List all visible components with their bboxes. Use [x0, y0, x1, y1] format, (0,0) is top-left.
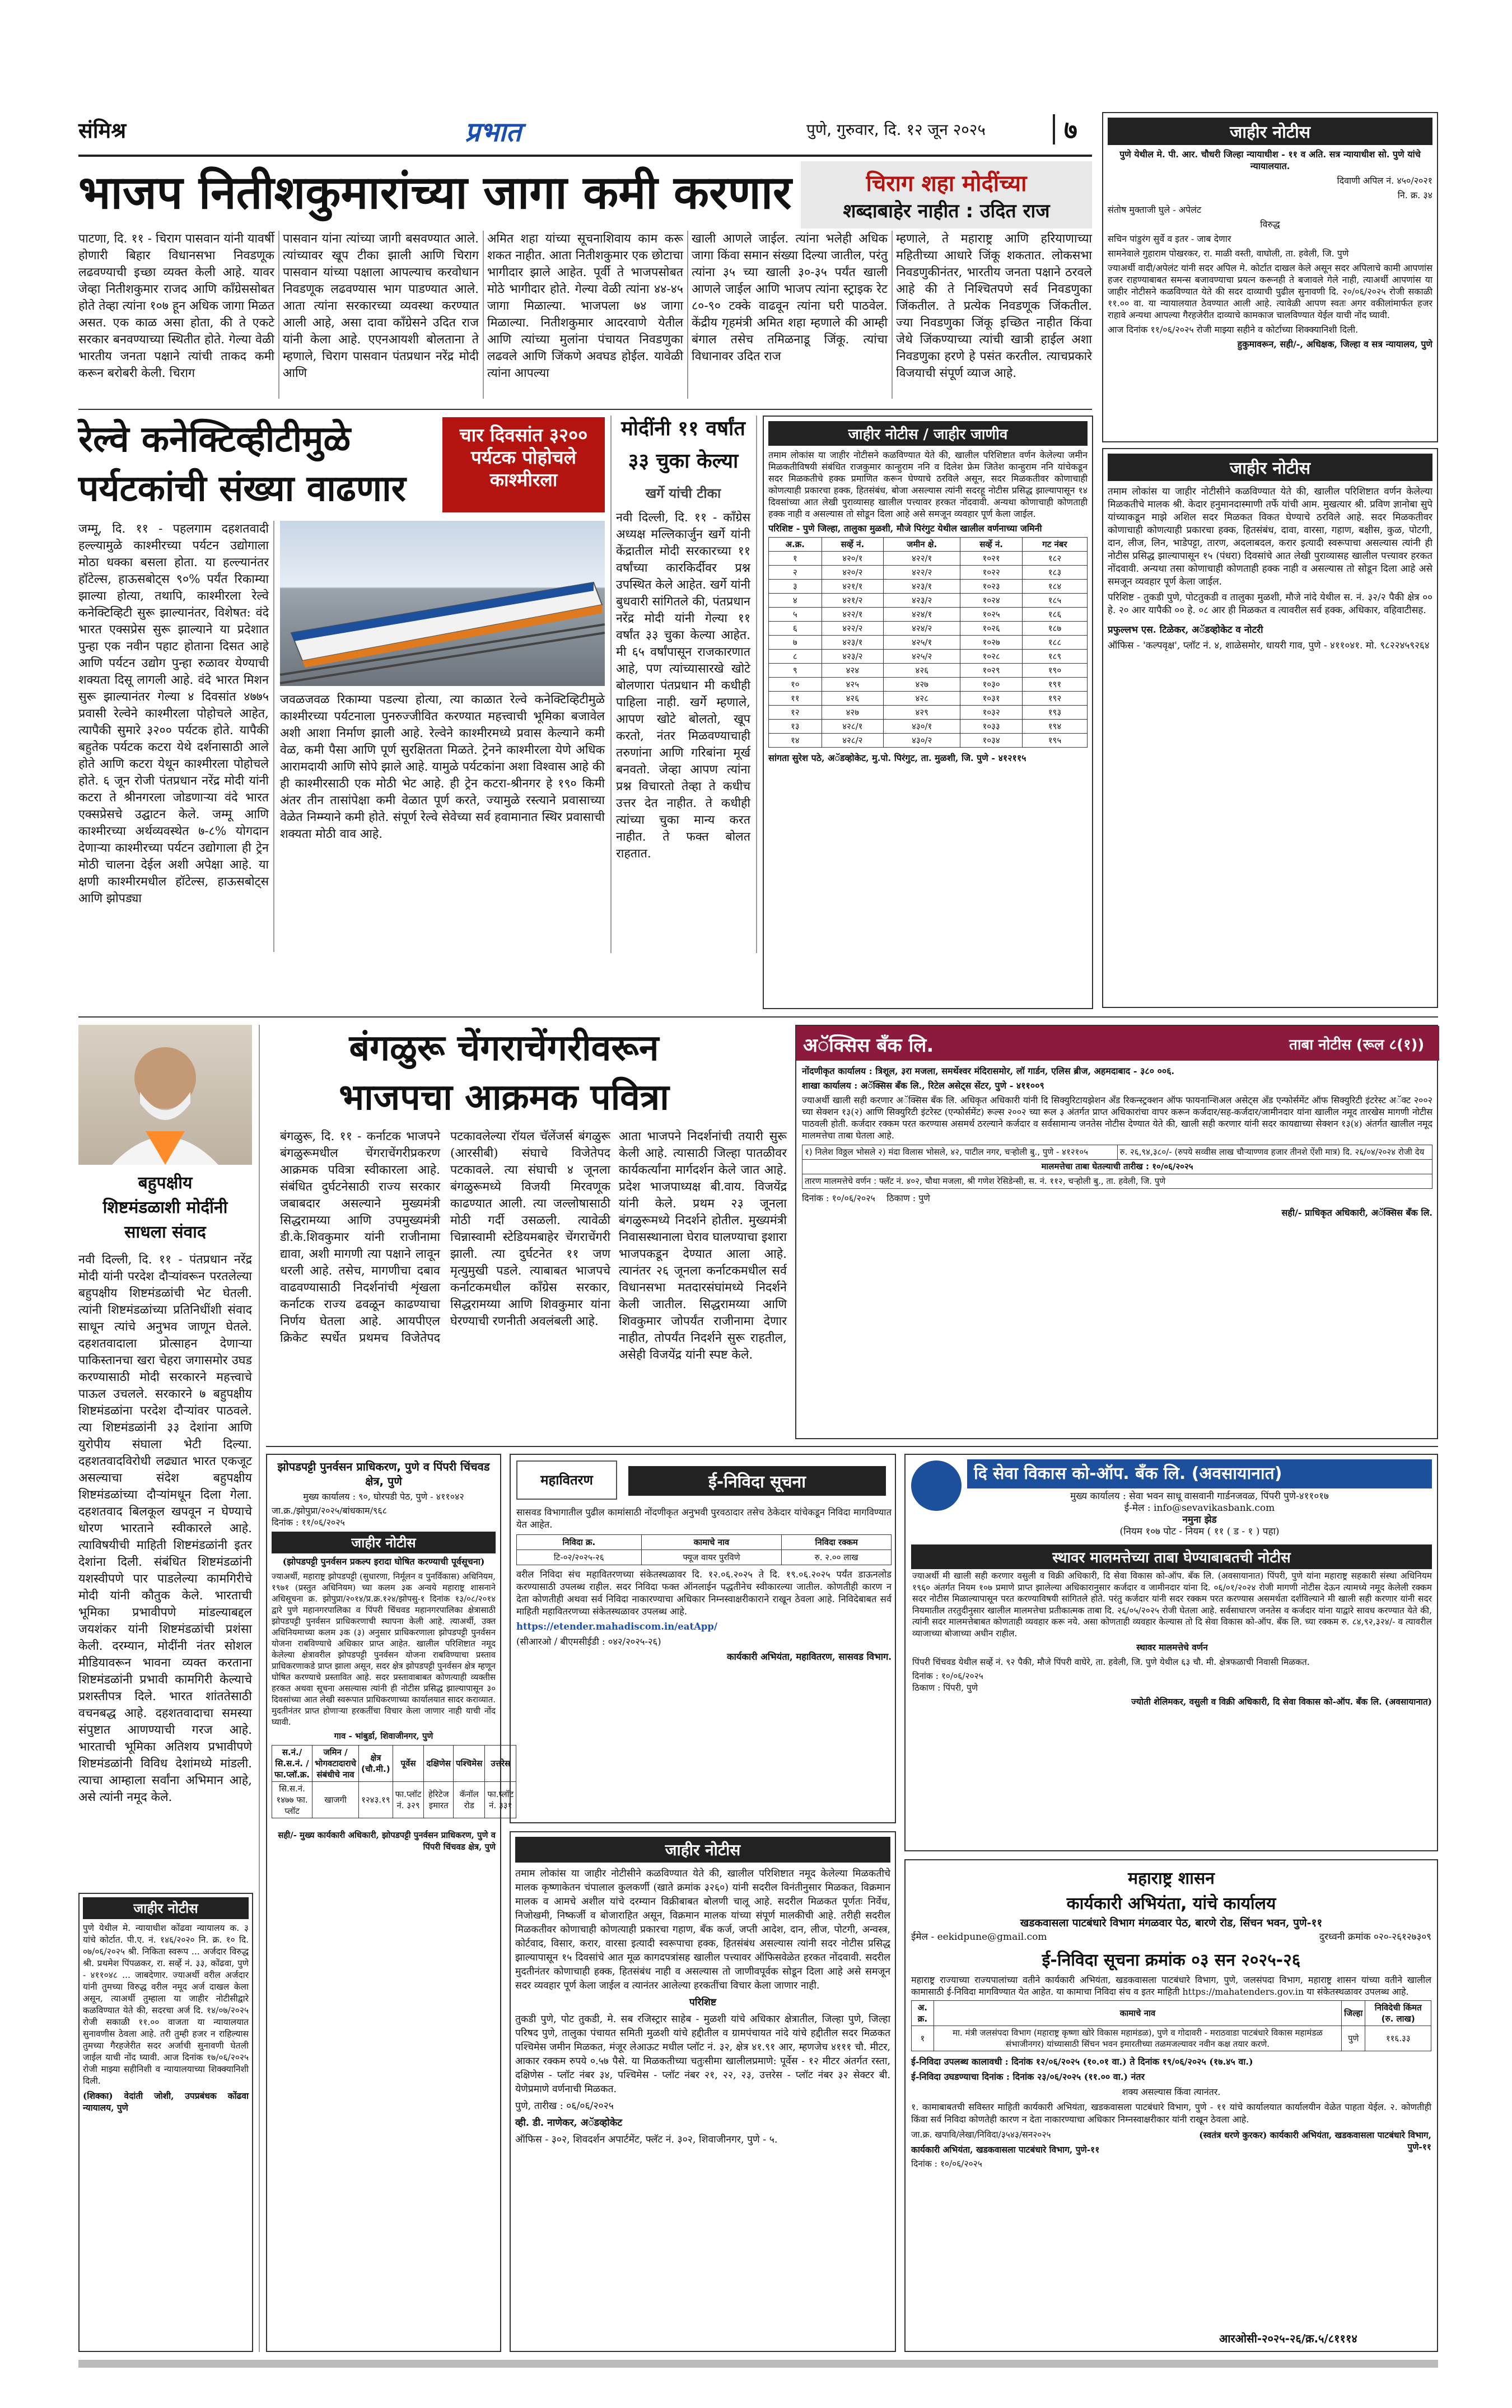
table-row [769, 664, 1088, 678]
table-cell: १०२६ [960, 622, 1022, 636]
table-cell: १० [769, 678, 822, 692]
table-cell: ४२८ [884, 692, 960, 706]
modi-photo [78, 1025, 252, 1165]
table-cell: १०३१ [960, 692, 1022, 706]
table-cell: ४२१/२ [822, 594, 883, 608]
table-row [769, 650, 1088, 664]
coop-notice-title: जाहीर नोटीस [83, 1897, 249, 1919]
story3-headline-2: ३३ चुका केल्या [628, 450, 739, 473]
govt-date-3: शक्य असल्यास किंवा त्यानंतर. [1122, 2087, 1221, 2097]
public-notice-parishisht: परिशिष्ट - तुकडी पुणे, पोटतुकडी व तालुका मुळशी, मौजे नांदे येथील स. नं. ३२/२ पैकी क्षेत्र ०० हे. २० आर यापैकी ०० हे. ०८ आर ही मिळकत व त्यावरील सर्व हक्क, अधिकार, वहिवाटीसह. [1108, 592, 1432, 616]
slum-table [272, 1745, 516, 1818]
govt-table-header: निविदेची किंमत (रु. लाख) [1365, 2001, 1431, 2026]
table-row [769, 622, 1088, 636]
table-cell: फा.प्लॉट नं. ३३१ [485, 1782, 516, 1818]
table-cell: १०३२ [960, 706, 1022, 720]
story2-headline-1: रेल्वे कनेक्टिव्हीटीमुळे [78, 419, 351, 460]
court-line: सचिन पांडुरंग सुर्वे व इतर - जाब देणार [1108, 234, 1231, 244]
seva-body: ज्याअर्थी मी खाली सही करणार वसुली व विक्री अधिकारी, दि सेवा विकास को-ऑप. बँक लि. (अवसायानात) पिंपरी, पुणे यांना महाराष्ट्र सहकारी संस्था अधिनियम १९६० अंतर्गत नियम १०७ प्रमाणे प्राप्त झालेल्या अधिकारानुसार कर्जदार व जामीनदार यांना दि. ०६/०१/२०२४ रोजी मागणी नोटीस देऊन त्यामध्ये नमूद केलेली रक्कम सदर नोटीस मिळाल्यापासून परत करण्याविषयी सांगितले होते. परंतु कर्जदार यांनी सदर रक्कम परत करण्यास असमर्थता दर्शविल्याने मी खाली सही करणार यांनी सदर नियमातील तरतुदीनुसार खालील मालमत्तेचा प्रतीकात्मक ताबा दि. २६/०५/२०२५ रोजी घेतला आहे. सर्वसाधारण जनतेस व कर्जदार यांना याद्वारे सावध करण्यात येते की, त्यांनी सदर मालमत्तेबाबत कोणताही व्यवहार करू नये. असा कोणताही व्यवहार केल्यास तो दि सेवा विकास को-ऑप. बँक लि. च्या रक्कम रु. ८४,९२,३२४/- व त्यावरील व्याजाच्या बोजाच्या अधीन राहील. [912, 1571, 1432, 1639]
govt-date-2: ई-निविदा उघडण्याचा दिनांक : दिनांक २३/०६/२०२५ (११.०० वा.) नंतर [911, 2071, 1145, 2082]
table-cell: १०२३ [960, 580, 1022, 594]
table-cell: ४२४/२ [884, 622, 960, 636]
table-cell: १०२७ [960, 636, 1022, 650]
govt-date-1: ई-निविदा उपलब्ध कालावधी : दिनांक १२/०६/२०२५ (१०.०१ वा.) ते दिनांक १९/०६/२०२५ (१७.४५ वा.) [911, 2056, 1253, 2067]
table-cell: १८९ [1022, 650, 1087, 664]
table-cell: ३ [769, 580, 822, 594]
table-cell: १८७ [1022, 622, 1087, 636]
land-sign: व्ही. डी. नाणेकर, अॅडव्होकेट [515, 2117, 623, 2129]
govt-table-header: जिल्हा [1342, 2001, 1365, 2026]
table-cell: १८२ [1022, 552, 1087, 566]
story4-headline-1: बंगळुरू चेंगराचेंगरीवरून [349, 1028, 659, 1069]
msedcl-logo: महावितरण [516, 1460, 617, 1500]
table-cell: खाजगी [312, 1782, 359, 1818]
table-cell: १०३० [960, 678, 1022, 692]
govt-name: महाराष्ट्र शासन [1128, 1869, 1215, 1888]
table-cell: ४२४/१ [884, 608, 960, 622]
msedcl-title: ई-निविदा सूचना [628, 1466, 886, 1496]
table-cell: १ [912, 2026, 934, 2051]
table-cell: ४२९ [884, 706, 960, 720]
table-cell: टि-०२/२०२५-२६ [517, 1550, 642, 1565]
slum-table-header: स.नं./ सि.स.नं. / फा.प्लॉ.क्र. [272, 1746, 312, 1782]
table-cell: १९५ [1022, 734, 1087, 748]
msedcl-body: वरील निविदा संच महावितरणच्या संकेतस्थळावर दि. १२.०६.२०२५ ते दि. १९.०६.२०२५ पर्यंत डाऊनलोड करण्यासाठी उपलब्ध राहील. सदर निविदा फक्त ऑनलाईन पद्धतीनेच स्वीकारल्या जातील. कोणतीही कारण न देता कोणतीही अथवा सर्व निविदा नाकारण्याचा अधिकार निम्नस्वाक्षरीकाराने राखून ठेवला आहे. निविदेबाबत सर्व माहिती महावितरणच्या संकेतस्थळावर उपलब्ध आहे. [516, 1569, 892, 1617]
court-notice-sign: हुकुमावरून, सही/-, अधिक्षक, जिल्हा व सत्र न्यायालय, पुणे [1237, 339, 1432, 349]
table-cell: ४२६ [822, 692, 883, 706]
govt-office: कार्यकारी अभियंता, यांचे कार्यालय [1066, 1894, 1276, 1914]
seva-logo-icon [911, 1460, 962, 1511]
govt-table [911, 2000, 1431, 2051]
seva-bank-name: दि सेवा विकास को-ऑप. बँक लि. (अवसायानात) [974, 1464, 1282, 1483]
coop-notice-sign: (शिक्का) वेदांती जोशी, उपप्रबंधक कोंढवा न्यायालय, पुणे [83, 2090, 249, 2113]
col-rule [259, 1025, 260, 2352]
table-cell: ४२३/१ [822, 636, 883, 650]
table-cell: ७ [769, 636, 822, 650]
govt-sign-1: कार्यकारी अभियंता, खडकवासला पाटबंधारे विभाग, पुणे-११ [911, 2144, 1100, 2155]
story1-bottom-rule [78, 409, 1092, 410]
slum-addr: मुख्य कार्यालय : ९०, घोरपडी पेठ, पुणे - ४११०४२ [303, 1491, 464, 1502]
slum-table-header: पूर्वेस [393, 1746, 424, 1782]
survey-notice [763, 416, 1093, 1009]
msedcl-intro: सासवड विभागातील पुढील कामांसाठी नोंदणीकृत अनुभवी पुरवठादार तसेच ठेकेदार यांचेकडून निविदा मागविण्यात येत आहेत. [516, 1507, 892, 1530]
story1-kicker-box [801, 161, 1092, 228]
court-line: पुणे येथील मे. पी. आर. चौधरी जिल्हा न्यायाधीश - ११ व अति. सत्र न्यायाधीश सो. पुणे यांचे न्यायालयात. [1119, 149, 1421, 171]
table-cell: ४२३/२ [884, 594, 960, 608]
table-cell: १९० [1022, 664, 1087, 678]
slum-table-header: उत्तरेस [485, 1746, 516, 1782]
court-line: दिवाणी अपिल नं. ४५०/२०२१ [1337, 175, 1432, 186]
axis-notice-body-wrap [802, 1065, 1432, 1435]
col-rule [892, 231, 893, 399]
seva-date: दिनांक : १०/०६/२०२५ [912, 1671, 983, 1681]
govt-intro: महाराष्ट्र राज्याच्या राज्यपालांच्या वतीने कार्यकारी अभियंता, खडकवासला पाटबंधारे विभाग, पुणे, जलसंपदा विभाग, महाराष्ट्र शासन यांच्या वतीने खालील कामासाठी ई-निविदा मागविण्यात येत आहेत. या कामाचा निविदा संच व इतर माहिती https://mahatenders.gov.in या संकेतस्थळावर उपलब्ध आहे. [911, 1975, 1431, 1997]
table-row [769, 692, 1088, 706]
land-address: ऑफिस - ३०२, शिवदर्शन अपार्टमेंट, फ्लॅट नं. ३०२, शिवाजीनगर, पुणे - ५. [515, 2134, 778, 2145]
section-rule [266, 1446, 1438, 1447]
table-cell: १८८ [1022, 636, 1087, 650]
seva-email: ई-मेल : info@sevavikasbank.com [1124, 1502, 1275, 1514]
axis-header [796, 1026, 1439, 1061]
msedcl-table-header: कामाचे नाव [641, 1535, 782, 1550]
msedcl-tender [510, 1454, 896, 1823]
table-cell: ४२५/२ [884, 650, 960, 664]
story1-kicker-1: चिराग शहा मोदींच्या [866, 171, 1027, 197]
newspaper-logo: प्रभात [465, 116, 521, 148]
table-row [769, 552, 1088, 566]
table-cell: १२ [769, 706, 822, 720]
msedcl-table-header: निविदा क्र. [517, 1535, 642, 1550]
story1-col-1: पाटणा, दि. ११ - चिराग पासवान यांनी यावर्षी होणारी बिहार विधानसभा निवडणूक लढवण्याची इच्छा व्यक्त केली आहे. यावर जेव्हा नितीशकुमार राजद आणि काँग्रेससोबत होते तेव्हा त्यांना १०७ हून अधिक जागा मिळत असत. एक काळ असा होता, की ते एकटे सरकार बनवण्याच्या स्थितीत होते. गेल्या वेळी भारतीय जनता पक्षाने त्यांची ताकद कमी करून बरोबरी केली. चिराग [78, 232, 274, 380]
story1-col-2: पासवान यांना त्यांच्या जागी बसवण्यात आले. त्यांच्यावर खूप टीका झाली आणि चिराग पासवान यांच्या पक्षाला आपल्याच करवोधान निवडणूक लढवण्यास भाग पाडण्यात आले. आता त्यांना सरकारच्या व्यवस्था करण्यात आली आहे, असा दावा काँग्रेसने उदित राज यांनी केला आहे. एएनआयशी बोलताना ते म्हणाले, चिराग पासवान पंतप्रधान नरेंद्र मोदी आणि [283, 232, 479, 380]
story3-col: नवी दिल्ली, दि. ११ - काँग्रेस अध्यक्ष मल्लिकार्जुन खर्गे यांनी केंद्रातील मोदी सरकारच्या ११ वर्षांच्या कारकिर्दीवर प्रश्न उपस्थित केले आहेत. खर्गे यांनी बुधवारी सांगितले की, पंतप्रधान नरेंद्र मोदी यांनी गेल्या ११ वर्षांत ३३ चुका केल्या आहेत. मी ६५ वर्षांपासून राजकारणात आहे, पण त्यांच्यासारखे खोटे बोलणारा पंतप्रधान मी कधीही पाहिला नाही. खर्गे म्हणाले, आपण खोटे बोलतो, खूप करतो, नंतर मिळवण्याचाही तरुणांना आणि गरिबांना मूर्ख बनवतो. जेव्हा आपण त्यांना प्रश्न विचारतो तेव्हा ते कधीच उत्तर देत नाहीत. ते कधीही त्यांच्या चुका मान्य करत नाहीत. ते फक्त बोलत राहतात. [616, 511, 750, 861]
land-parishisht-title: परिशिष्ट [689, 1997, 717, 2008]
public-notice-body: तमाम लोकांस या जाहीर नोटीसीने कळविण्यात येते की, खालील परिशिष्टात वर्णन केलेल्या मिळकतीचे मालक श्री. केदार हनुमानदास्माणी तर्फे यांची आम. मुखत्यार श्री. प्रविण ज्ञानोबा सुपे यांच्याकडून माझे अशिल सदर मिळकत विकत घेण्याचे ठरविले आहे. सदर मिळकतीवर कोणाचाही कोणत्याही प्रकारचा हक्क, हितसंबंध, दावा, वारसा, गहाण, बक्षीस, कुळ, पोटगी, दान, लीज, लिन, भाडेपट्टा, तारण, अदलाबदल, करार इत्यादी स्वरूपाचा असल्यास त्यांनी ही नोटीस प्रसिद्ध झाल्यापासून १५ (पंधरा) दिवसांचे आत लेखी पुराव्यासह खालील पत्त्यावर हरकत नोंदवावी. अन्यथा तसा कोणाचाही कोणताही हक्क नाही व असल्यास तो सोडून दिला आहे असे समजून व्यवहार पूर्ण केला जाईल. [1108, 486, 1432, 587]
table-cell: ६ [769, 622, 822, 636]
survey-table-header: सर्व्हे नं. [960, 538, 1022, 552]
table-cell: हेरिटेज इमारत [424, 1782, 454, 1818]
col-rule [273, 521, 274, 952]
slum-sign: सही/- मुख्य कार्यकारी अधिकारी, झोपडपट्टी पुनर्वसन प्राधिकरण, पुणे व पिंपरी चिंचवड क्षेत्र, पुणे [278, 1830, 496, 1852]
story4-headline-2: भाजपचा आक्रमक पवित्रा [339, 1077, 669, 1118]
axis-date: दिनांक : १०/०६/२०२५ [802, 1193, 875, 1203]
table-row [769, 580, 1088, 594]
slum-ref: जा.क्र./झोपुप्रा/२०२५/बांधकाम/९६८ [272, 1505, 387, 1516]
seva-bank-notice [904, 1454, 1438, 1851]
dateline: पुणे, गुरुवार, दि. १२ जून २०२५ [806, 120, 986, 139]
table-cell: २ [769, 566, 822, 580]
slum-notice [266, 1454, 514, 2352]
page-number: ७ [1064, 115, 1077, 145]
table-cell: फा.प्लॉट नं. ३२९ [393, 1782, 424, 1818]
axis-place: ठिकाण : पुणे [886, 1193, 930, 1203]
col-rule [278, 231, 279, 399]
survey-table-header: जमीन क्षे. [884, 538, 960, 552]
msedcl-sign: कार्यकारी अभियंता, महावितरण, सासवड विभाग. [726, 1651, 892, 1662]
table-cell: ४२८/१ [822, 720, 883, 734]
story1-kicker-2: शब्दाबाहेर नाहीत : उदित राज [843, 200, 1050, 222]
axis-borrower: १) निलेश विठ्ठल भोसले २) मंदा विलास भोसले, ४२, पाटील नगर, चऱ्होली बु., पुणे - ४१२१०५ [802, 1145, 1118, 1160]
table-cell: ४२८/२ [822, 734, 883, 748]
table-cell: ४२२/१ [884, 552, 960, 566]
msedcl-url[interactable]: https://etender.mahadiscom.in/eatApp/ [516, 1621, 717, 1632]
axis-sign: सही/- प्राधिकृत अधिकारी, अॅक्सिस बँक लि. [1281, 1207, 1432, 1218]
table-cell: ५ [769, 608, 822, 622]
page-divider [1053, 114, 1055, 144]
col-rule [687, 231, 688, 399]
axis-notice-body: ज्याअर्थी खाली सही करणार अॅक्सिस बँक लि. अधिकृत अधिकारी यांनी दि सिक्युरिटायझेशन अँड रिकन्स्ट्रक्शन ऑफ फायनान्शिअल असेट्स अँड एन्फोर्समेंट ऑफ सिक्युरिटी इंटरेस्ट अॅक्ट २००२ च्या सेक्शन १३(२) आणि सिक्युरिटी इंटरेस्ट (एन्फोर्समेंट) रूल्स २००२ च्या रूल ३ अंतर्गत प्राप्त अधिकारांचा वापर करून कर्जदार/सह-कर्जदार/जामीनदार यांना खालील नमूद तारखेस मागणी नोटीस पाठवली होती. कर्जदार रक्कम परत करण्यास असमर्थ ठरल्याने कर्जदार व सर्वसामान्य जनतेस नोटीस देण्यात येते की, खाली सही करणार यांनी सदर कायद्याच्या सेक्शन १३(४) अंतर्गत खालील नमूद मालमत्तेचा ताबा घेतला आहे. [802, 1095, 1432, 1141]
axis-branch: शाखा कार्यालय : अॅक्सिस बँक लि., रिटेल असेट्स सेंटर, पुणे - ४११००९ [802, 1080, 1044, 1091]
seva-form: नमुना झेड [1182, 1514, 1217, 1525]
table-cell: १२४३.१९ [359, 1782, 393, 1818]
train-icon [280, 521, 605, 686]
masthead [78, 112, 1092, 151]
court-notice [1102, 112, 1438, 442]
table-cell: १०२९ [960, 664, 1022, 678]
public-notice-sign: प्रफुल्लभ एस. टिळेकर, अॅडव्होकेट व नोटरी [1108, 624, 1263, 636]
table-cell: ४२५ [822, 678, 883, 692]
story4-col-2: आता भाजपने निदर्शनांची तयारी सुरू केली आहे. त्यासाठी जिल्हा पातळीवर कार्यकर्त्यांना मार्गदर्शन केले जात आहे. प्रदेश भाजपाध्यक्ष बी.वाय. विजयेंद्र यांनी केले. प्रथम २३ जूनला बंगळुरूमध्ये निदर्शने होतील. मुख्यमंत्री निवासस्थानाला घेराव घालण्याचा इशारा भाजपकडून देण्यात आला आहे. त्यानंतर २६ जूनला कर्नाटकमधील सर्व विधानसभा मतदारसंघांमध्ये निदर्शने केली जातील. सिद्धरामय्या आणि शिवकुमार जोपर्यंत राजीनामा देणार नाहीत, तोपर्यंत निदर्शने सुरू राहतील, असेही विजयेंद्र यांनी स्पष्ट केले. [619, 1130, 787, 1362]
table-cell: ११ [769, 692, 822, 706]
table-cell: फ्यूज वायर पुरविणे [641, 1550, 782, 1565]
table-cell: १९२ [1022, 692, 1087, 706]
govt-dept: खडकवासला पाटबंधारे विभाग मंगळवार पेठ, बारणे रोड, सिंचन भवन, पुणे-११ [1020, 1917, 1323, 1929]
table-cell: १ [769, 552, 822, 566]
table-cell: १८५ [1022, 594, 1087, 608]
table-cell: १३ [769, 720, 822, 734]
section-label: संमिश्र [78, 118, 127, 143]
survey-table-header: सर्व्हे नं. [822, 538, 883, 552]
train-photo [280, 521, 605, 686]
govt-date: दिनांक : १०/०६/२०२५ [911, 2159, 982, 2169]
story3-headline-1: मोदींनी ११ वर्षांत [621, 417, 745, 440]
govt-ro: आरओसी-२०२५-२६/क्र.५/८१११४ [1219, 2332, 1357, 2345]
survey-table-header: अ.क्र. [769, 538, 822, 552]
story1-col-5: म्हणाले, ते महाराष्ट्र आणि हरियाणाच्या महितीच्या आधारे जिंकू शकतात. लोकसभा निवडणुकीनंतर, भारतीय जनता पक्षाने ठरवले आहे की ते निश्चितपणे सर्व निवडणुका जिंकतील. ते प्रत्येक निवडणूक जिंकतील. ज्या निवडणुका जिंकू इच्छित नाहीत किंवा जेथे जिंकण्याच्या त्यांची खात्री हाईल अशा निवडणुका हरणे हे पसंत करतील. त्याचप्रकारे विजयाची संपूर्ण व्याज आहे. [896, 232, 1092, 380]
table-cell: १०३४ [960, 734, 1022, 748]
table-cell: ४२७ [822, 706, 883, 720]
table-cell: रु. २.०० लाख [782, 1550, 892, 1565]
story3-sub: खर्गे यांची टीका [645, 486, 721, 501]
table-cell: ४२६ [884, 664, 960, 678]
table-cell: ४२३/१ [884, 580, 960, 594]
seva-meta [967, 1491, 1432, 1538]
table-cell: ४३०/२ [884, 734, 960, 748]
story2-headline-2: पर्यटकांची संख्या वाढणार [78, 468, 406, 510]
land-parishisht: तुकडी पुणे, पोट तुकडी, मे. सब रजिस्ट्रार साहेब - मुळशी यांचे अधिकार क्षेत्रातील, जिल्हा पुणे, जिल्हा परिषद पुणे, तालुका पंचायत समिती मुळशी यांचे हद्दीतील व ग्रामपंचायत नांदे यांचे हद्दीतील सदर मिळकत पश्चिमेस जमीन मिळकत, मंजूर लेआऊट मधील प्लॉट नं. ३२, क्षेत्र ४१.९१ आर, म्हणजेच ४१११ चौ. मीटर, आकार रक्कम रुपये ०.५७ पैसे. या मिळकतीच्या चतुःसीमा खालीलप्रमाणे: पूर्वेस - १२ मीटर अंतर्गत रस्ता, दक्षिणेस - प्लॉट नंबर ३४, पश्चिमेस - प्लॉट नंबर २१, २२, २३, उत्तरेस - प्लॉट नंबर ३२ सेक्टर बी. येणेप्रमाणे वर्णनाची मिळकत. [515, 2014, 890, 2095]
table-cell: ४२२/२ [884, 566, 960, 580]
govt-table-header: कामाचे नाव [934, 2001, 1341, 2026]
seva-notice-title: स्थावर मालमत्तेच्या ताबा घेण्याबाबतची नोटीस [911, 1544, 1432, 1569]
table-cell: ४२२/१ [822, 608, 883, 622]
slum-table-header: क्षेत्र (चौ.मी.) [359, 1746, 393, 1782]
table-row [769, 706, 1088, 720]
slum-date: दिनांक : ११/०६/२०२५ [272, 1517, 345, 1528]
survey-table [768, 537, 1088, 748]
survey-parishisht: परिशिष्ट - पुणे जिल्हा, तालुका मुळशी, मौजे पिरंगुट येथील खालील वर्णनाच्या जमिनी [768, 523, 1042, 534]
public-notice-title: जाहीर नोटीस [1108, 454, 1432, 481]
slum-table-header: दक्षिणेस [424, 1746, 454, 1782]
table-row [769, 566, 1088, 580]
slum-title: जाहीर नोटीस [272, 1532, 496, 1553]
table-cell: १४ [769, 734, 822, 748]
table-cell: ४२१/१ [822, 580, 883, 594]
court-line: संतोष मुक्ताजी घुले - अपेलंट [1108, 204, 1202, 215]
axis-table [802, 1145, 1432, 1189]
land-notice [510, 1831, 896, 2352]
table-cell: १९१ [1022, 678, 1087, 692]
table-cell: ४३०/१ [884, 720, 960, 734]
table-cell: ४२५/१ [884, 636, 960, 650]
court-notice-date: आज दिनांक ११/०६/२०२५ रोजी माझ्या सहीने व कोर्टाच्या शिक्क्यानिशी दिली. [1108, 324, 1359, 335]
govt-tender-title: ई-निविदा सूचना क्रमांक ०३ सन २०२५-२६ [1042, 1950, 1301, 1970]
govt-tender [904, 1859, 1438, 2352]
axis-amount: रु. २६,९४,३८०/- (रुपये सव्वीस लाख चौऱ्याण्णव हजार तीनशे ऐंशी मात्र) दि. २६/०४/२०२४ रोजी देय [1117, 1145, 1432, 1160]
seva-sign: ज्योती शेलिमकर, वसुली व विक्री अधिकारी, दि सेवा विकास को-ऑप. बँक लि. (अवसायानात) [1131, 1696, 1432, 1707]
axis-bank-name: अॅक्सिस बँक लि. [803, 1034, 934, 1057]
story1-headline: भाजप नितीशकुमारांच्या जागा कमी करणार [78, 166, 792, 220]
axis-notice [795, 1025, 1438, 1439]
slum-sub: (झोपडपट्टी पुनर्वसन प्रकल्प इरादा घोषित करण्याची पूर्वसूचना) [282, 1556, 485, 1567]
story5-headline-3: साधला संवाद [124, 1222, 206, 1242]
survey-table-header: गट नंबर [1022, 538, 1087, 552]
story4-col-1: बंगळुरू, दि. ११ - कर्नाटक भाजपने बंगळुरूमधील चेंगराचेंगरीप्रकरण आक्रमक पवित्रा स्वीकारला आहे. संबंधित दुर्घटनेसाठी राज्य सरकार जबाबदार असल्याने मुख्यमंत्री सिद्धरामय्या आणि उपमुख्यमंत्री डी.के.शिवकुमार यांनी राजीनामा द्यावा, अशी मागणी त्या पक्षाने लावून धरली आहे. तसेच, मागणीचा दबाव वाढवण्यासाठी निदर्शनांची शृंखला कर्नाटक राज्य ढवळून काढण्याचा निर्णय घेतला आहे. आयपीएल क्रिकेट स्पर्धेत प्रथमच विजेतेपद पटकावलेल्या रॉयल चॅलेंजर्स बंगळुरू (आरसीबी) संघाचे विजेतेपद पटकावले. त्या संघाची ४ जूनला बंगळुरूमध्ये विजयी मिरवणूक काढण्यात आली. त्या जल्लोषासाठी मोठी गर्दी उसळली. त्यावेळी चिन्नास्वामी स्टेडियमबाहेर चेंगराचेंगरी झाली. त्या दुर्घटनेत ११ जण मृत्युमुखी पडले. त्याबाबत भाजपचे कर्नाटकमधील काँग्रेस सरकार, सिद्धरामय्या आणि शिवकुमार यांना घेरण्याची रणनीती अवलंबली आहे. [280, 1130, 610, 1345]
story1-col-3: अमित शहा यांच्या सूचनाशिवाय काम करू शकत नाहीत. आता नितीशकुमार एक छोटाचा भागीदार झाले आहेत. पूर्वी ते भाजपसोबत मोठे भागीदार होते. गेल्या वेळी त्यांना ४४-४५ जागा मिळाल्या. भाजपला ७४ जागा मिळाल्या. नितीशकुमार आदरवाणे येतील आणि त्यांच्या मुलांना पंचायत निवडणुका लढवले आणि जिंकणे अवघड होईल. यावेळी त्यांना आपल्या [487, 232, 683, 380]
table-cell: ४२०/१ [822, 552, 883, 566]
table-cell: १०२५ [960, 608, 1022, 622]
story1-col-4: खाली आणले जाईल. त्यांना भलेही अधिक जागा किंवा समान संख्या दिल्या जातील, परंतु त्यांना ३५ च्या खाली ३०-३५ पर्यंत खाली आणले जाईल आणि भाजप त्यांना स्ट्राइक रेट ८०-९० टक्के वाढवून त्यांना घरी पाठवेल. केंद्रीय गृहमंत्री अमित शहा म्हणाले की आम्ही बंगाल तसेच तमिळनाडू जिंकू. त्यांचा विधानावर उदित राज [692, 232, 888, 363]
table-row [769, 636, 1088, 650]
table-cell: १०२२ [960, 566, 1022, 580]
table-row [769, 594, 1088, 608]
seva-content [912, 1570, 1432, 1847]
govt-ref: जा.क्र. खपावि/लेखा/निविदा/३५४३/सन२०२५ [911, 2130, 1051, 2140]
story2-col-1: जम्मू, दि. ११ - पहलगाम दहशतवादी हल्ल्यामुळे काश्मीरच्या पर्यटन उद्योगाला मोठा धक्का बसला होता. या हल्ल्यानंतर हॉटेल्स, हाऊसबोट्स ९०% पर्यंत रिकाम्या झाल्या होत्या, तथापि, काश्मीरला रेल्वे कनेक्टिव्हिटी सुरू झाल्यानंतर, विशेषत: वंदे भारत एक्सप्रेस सुरू झाल्याने या प्रदेशात पुन्हा एक नवीन पहाट होताना दिसत आहे आणि पर्यटन उद्योग पुन्हा रुळावर येण्याची शक्यता दिसू लागली आहे. वंदे भारत मिशन सुरू झाल्यानंतर गेल्या ४ दिवसांत ४७७५ प्रवासी रेल्वेने काश्मीरला पोहोचले आहेत, त्यापैकी सुमारे ३२०० पर्यटक होते. यापैकी बहुतेक पर्यटक कटरा येथे दर्शनासाठी आले होते आणि कटरा येथून काश्मीरला पोहोचले होते. ६ जून रोजी पंतप्रधान नरेंद्र मोदी यांनी कटरा ते श्रीनगरला जोडणाऱ्या वंदे भारत एक्सप्रेसचे उद्घाटन केले. जम्मू आणि काश्मीरच्या अर्थव्यवस्थेत ७-८% योगदान देणाऱ्या काश्मीरच्या पर्यटन उद्योगाला ही ट्रेन मोठी चालना देईल अशी अपेक्षा आहे. या क्षणी काश्मीरमधील हॉटेल्स, हाऊसबोट्स आणि झोपड्या [78, 522, 269, 906]
table-cell: ४२०/२ [822, 566, 883, 580]
table-cell: १८४ [1022, 580, 1087, 594]
seva-office: मुख्य कार्यालय : सेवा भवन साधू वासवानी गार्डनजवळ, पिंपरी पुणे-४११०१७ [1070, 1491, 1329, 1502]
col-rule [756, 416, 757, 953]
slum-table-header: पश्चिमेस [453, 1746, 484, 1782]
table-cell: ११६.३३ [1365, 2026, 1431, 2051]
court-notice-title: जाहीर नोटीस [1108, 118, 1432, 145]
msedcl-table-header: निविदा रक्कम [782, 1535, 892, 1550]
table-cell: पुणे [1342, 2026, 1365, 2051]
slum-place: गाव - भांबुर्डा, शिवाजीनगर, पुणे [334, 1731, 433, 1741]
govt-email: ईमेल - eekidpune@gmail.com [911, 1931, 1047, 1943]
portrait-icon [78, 1025, 252, 1165]
land-date: पुणे, तारीख : ०६/०६/२०२५ [515, 2101, 614, 2112]
table-cell: मा. मंत्री जलसंपदा विभाग (महाराष्ट्र कृष्णा खोरे विकास महामंडळ), पुणे व गोदावरी - मराठवाडा पाटबंधारे विकास महामंडळ संभाजीनगर) यांच्यासाठी सिंचन भवन इमारतीच्या तळमजल्यावर नवीन कक्ष तयार करणे. [934, 2026, 1341, 2051]
story5-headline-1: बहुपक्षीय [138, 1173, 193, 1193]
table-cell: कॅनॉल रोड [453, 1782, 484, 1818]
table-row [769, 678, 1088, 692]
table-cell: ४ [769, 594, 822, 608]
story2-badge [442, 417, 605, 512]
seva-property: पिंपरी चिंचवड येथील सर्व्हे नं. ९२ पैकी, मौजे पिंपरी वाघेरे, ता. हवेली, जि. पुणे येथील ६३ चौ. मी. क्षेत्रफळाची निवासी मिळकत. [912, 1656, 1310, 1667]
table-cell: सि.स.नं. १४७७ फा. प्लॉट [272, 1782, 312, 1818]
govt-phone: दुरध्वनी क्रमांक ०२०-२६१२७३०९ [1319, 1931, 1431, 1943]
story5-headline-2: शिष्टमंडळाशी मोदींनी [102, 1198, 228, 1217]
axis-office: नोंदणीकृत कार्यालय : त्रिशूल, ३रा मजला, समर्थेश्वर मंदिरासमोर, लॉ गार्डन, एलिस ब्रीज, अहमदाबाद - ३८० ००६. [802, 1066, 1175, 1076]
col-rule [610, 416, 612, 953]
msedcl-content [516, 1506, 892, 1820]
survey-notice-title: जाहीर नोटीस / जाहीर जाणीव [768, 421, 1088, 446]
table-cell: ८ [769, 650, 822, 664]
story2-col-2: जवळजवळ रिकाम्या पडल्या होत्या, त्या काळात रेल्वे कनेक्टिव्हिटीमुळे काश्मीरच्या पर्यटनाला पुनरुज्जीवित करण्यात महत्त्वाची भूमिका बजावेल अशी आशा निर्माण झाली आहे. रेल्वेने काश्मीरमध्ये प्रवास केल्याने कमी वेळ, कमी पैसा आणि पूर्ण सुरक्षितता मिळते. ट्रेनने काश्मीरला येणे अधिक आरामदायी आणि सोपे झाले आहे. यामुळे पर्यटकांना अशा विश्वास आहे की ही काश्मीरसाठी एक मोठी भेट आहे. ही ट्रेन कटरा-श्रीनगर हे १९० किमी अंतर तीन तासांपेक्षा कमी वेळात पूर्ण करते, ज्यामुळे रस्त्याने प्रवासाच्या वेळेत निम्म्याने कमी होते. संपूर्ण रेल्वे सेवेच्या सर्व हवामानात स्थिर प्रवासाची शक्यता मोठी वाव आहे. [280, 693, 605, 841]
slum-org: झोपडपट्टी पुनर्वसन प्राधिकरण, पुणे व पिंपरी चिंचवड क्षेत्र, पुणे [277, 1460, 490, 1488]
table-cell: १९३ [1022, 706, 1087, 720]
section-rule [78, 1016, 1438, 1018]
footer-bar [78, 2360, 1438, 2368]
msedcl-ref: (सीआरओ / बीएमसीईडी : ०४२/२०२५-२६) [516, 1636, 661, 1647]
slum-table-header: जमिन / भोगवटादाराचे संबंधीचे नाव [312, 1746, 359, 1782]
table-row [769, 720, 1088, 734]
coop-notice [78, 1893, 253, 2352]
axis-possession-date: मालमत्तेचा ताबा घेतल्याची तारीख : १०/०६/२०२५ [802, 1160, 1432, 1174]
court-notice-body: ज्याअर्थी वादी/अपेलंट यांनी सदर अपिल मे. कोर्टात दाखल केले असून सदर अपिलाचे कामी आपणांस हजर राहण्याबाबत समन्स बजावण्याचा प्रयत्न करूनही ते बजावले गेले नाही, त्याअर्थी आपणांस या जाहीर नोटीसने कळविण्यात येते की सदर दाव्याची पुढील सुनावणी दि. २०/०६/२०२५ रोजी सकाळी ११.०० वा. या न्यायालयात ठेवण्यात आली आहे. त्यावेळी आपण स्वतः अगर वकीलांमार्फत हजर राहावे अन्यथा आपल्या गैरहजेरीत दाव्याचे कामकाज चालविण्यात येईल याची नोंद घ्यावी. [1108, 263, 1432, 320]
table-row [769, 608, 1088, 622]
axis-notice-type: ताबा नोटीस (रूल ८(१)) [1289, 1037, 1425, 1053]
court-line: सामनेवाले गुहाराम पोखरकर, रा. माळी वस्ती, वाघोली, ता. हवेली, जि. पुणे [1108, 248, 1349, 259]
land-notice-title: जाहीर नोटीस [515, 1837, 890, 1863]
table-cell: १०२८ [960, 650, 1022, 664]
table-cell: १८६ [1022, 608, 1087, 622]
land-notice-body: तमाम लोकांस या जाहीर नोटीसीने कळविण्यात येते की, खालील परिशिष्टात नमूद केलेल्या मिळकतीचे मालक कृष्णाकेतन चंपालाल कुलकर्णी (खाते क्रमांक ३२६०) यांनी सदरील विनंतीनुसार मिळकत, विक्रमान मालक व आमचे अशील यांचे दरम्यान विक्रीबाबत बोलणी चालू आहे. सदरील मिळकत पूर्णतः निर्वेध, निजोखमी, निष्कर्जी व बोजाराहित असून, विक्रमान मालक यांच्या संपूर्ण मालकीची आहे. तरीही सदरील मिळकतीवर कोणाचाही कोणत्याही प्रकारचा गहाण, बँक कर्ज, जप्ती आदेश, दान, लीज, पोटगी, अन्वस्त्र, कोर्टवाद, विसार, करार, वारसा इत्यादी स्वरूपाचा हक्क, हितसंबंध असल्यास त्यांनी सदर नोटीस प्रसिद्ध झाल्यापासून १५ दिवसांचे आत मूळ कागदपत्रांसह खालील पत्त्यावर ऑफिसवेळेत हरकत नोंदवावी. सदरील मुदतीनंतर कोणाचाही हक्क, हितसंबंध नाही व असल्यास तो जाणीवपूर्वक सोडून दिला आहे असे समजून सदर व्यवहार पूर्ण केला जाईल व त्यानंतर आलेल्या हरकतींचा विचार केला जाणार नाही. [515, 1868, 890, 1991]
govt-sign-2: (स्वतंत्र धरणे कुरकर) कार्यकारी अभियंता, खडकवासला पाटबंधारे विभाग, पुणे-११ [1199, 2130, 1431, 2152]
table-cell: ९ [769, 664, 822, 678]
slum-body: ज्याअर्थी, महाराष्ट्र झोपडपट्टी (सुधारणा, निर्मूलन व पुनर्विकास) अधिनियम, १९७१ (प्रस्तुत अधिनियम) च्या कलम ३क अन्वये महाराष्ट्र शासनाने अधिसूचना क्र. झोपुप्रा/२०१४/प्र.क्र.१२४/झोपसु-१ दिनांक १३/०८/२०१४ द्वारे पुणे महानगरपालिका व पिंपरी चिंचवड महानगरपालिका क्षेत्रासाठी झोपडपट्टी पुनर्वसन प्राधिकरणाची स्थापना केली आहे. त्याअर्थी, उक्त अधिनियमाच्या कलम ३क (३) अनुसार प्राधिकरणाला झोपडपट्टी पुनर्वसन योजना राबविण्याचे अधिकार प्राप्त आहेत. खालील परिशिष्टात नमूद केलेल्या क्षेत्रावरील झोपडपट्टी पुनर्वसन योजना राबविण्याचा प्रस्ताव प्राधिकरणाकडे प्राप्त झाला असून, सदर क्षेत्र झोपडपट्टी पुनर्वसन क्षेत्र म्हणून घोषित करण्याचे प्रस्तावित आहे. सदर प्रस्तावाबाबत कोणत्याही व्यक्तीस हरकत अथवा सूचना असल्यास त्यांनी ही नोटीस प्रसिद्ध झाल्यापासून ३० दिवसांच्या आत लेखी स्वरूपात प्राधिकरणाच्या कार्यालयात सादर कराव्यात. मुदतीनंतर प्राप्त होणाऱ्या हरकतींचा विचार केला जाणार नाही याची नोंद घ्यावी. [272, 1571, 496, 1727]
table-cell: १०३३ [960, 720, 1022, 734]
seva-property-title: स्थावर मालमत्तेचे वर्णन [1136, 1642, 1208, 1653]
public-notice [1102, 448, 1438, 1008]
masthead-rule [78, 155, 1092, 157]
col-rule [483, 231, 484, 399]
seva-rule: (नियम १०७ पोट - नियम ( ११ ( ड - १ ) पहा) [1119, 1526, 1280, 1537]
msedcl-table [516, 1534, 892, 1565]
seva-header [967, 1459, 1432, 1488]
table-cell: १०२४ [960, 594, 1022, 608]
table-cell: १८३ [1022, 566, 1087, 580]
table-cell: ४२३/२ [822, 650, 883, 664]
govt-note: १. कामाबाबतची सविस्तर माहिती कार्यकारी अभियंता, खडकवासला पाटबंधारे विभाग, पुणे - ११ यांचे कार्यालयात कार्यालयीन वेळेत पाहता येईल. २. कोणतीही किंवा सर्व निविदा कोणतेही कारण न देता नाकारण्याचा अधिकार निम्नस्वाक्षरीकार यांनी राखून ठेवला आहे. [911, 2102, 1431, 2125]
seva-place: ठिकाण : पिंपरी, पुणे [912, 1682, 978, 1693]
court-line: विरुद्ध [1260, 219, 1280, 230]
axis-property: तारण मालमत्तेचे वर्णन : फ्लॅट नं. ४०२, चौथा मजला, श्री गणेश रेसिडेन्सी, स. नं. ११२, चऱ्होली बु., ता. हवेली, जि. पुणे [802, 1174, 1432, 1189]
table-cell: १९४ [1022, 720, 1087, 734]
survey-notice-body: तमाम लोकांस या जाहीर नोटीसने कळविण्यात येते की, खालील परिशिष्टात वर्णन केलेल्या जमीन मिळकतीविषयी संबंधित राजकुमार कान्हुराम ननि व दिलेश फ्रेम जितेश कान्हुराम ननि यांचेकडून सदर मिळकतीचे हक्क प्रमाणित करून घेण्याचे ठरविले असून, सदर मिळकतीवर कोणाचाही कोणत्याही प्रकारचा हक्क, हितसंबंध, बोजा असल्यास त्यांनी सदरहू नोटीस प्रसिद्ध झाल्यापासून १४ दिवसांच्या आत लेखी पुराव्यासह खालील पत्त्यावर हरकत नोंदवावी. अन्यथा कोणाचाही कोणताही हक्क नाही व असल्यास तो सोडून दिला आहे असे समजून व्यवहार पूर्ण केला जाईल. [768, 450, 1088, 519]
story5-col: नवी दिल्ली, दि. ११ - पंतप्रधान नरेंद्र मोदी यांनी परदेश दौऱ्यांवरून परतलेल्या बहुपक्षीय शिष्टमंडळांची भेट घेतली. त्यांनी शिष्टमंडळांच्या प्रतिनिधींशी संवाद साधून त्यांचे अनुभव जाणून घेतले. दहशतवादाला प्रोत्साहन देणाऱ्या पाकिस्तानचा खरा चेहरा जगासमोर उघड करण्यासाठी मोदी सरकारने महत्त्वाचे पाऊल उचलले. सरकारने ७ बहुपक्षीय शिष्टमंडळांना परदेश दौऱ्यांवर पाठवले. त्या शिष्टमंडळांनी ३३ देशांना आणि युरोपीय संघाला भेटी दिल्या. दहशतवादविरोधी लढ्यात भारत एकजूट असल्याचा संदेश बहुपक्षीय शिष्टमंडळांच्या दौऱ्यांमधून दिला गेला. दहशतवाद बिलकूल खपवून न घेण्याचे धोरण भारताने स्वीकारले आहे. त्याविषयीची माहिती शिष्टमंडळांनी इतर देशांना दिली. संबंधित शिष्टमंडळांनी यशस्वीपणे पार पाडलेल्या कामगिरीचे मोदी यांनी कौतुक केले. भारताची भूमिका प्रभावीपणे मांडल्याबद्दल जयशंकर यांनी शिष्टमंडळांची प्रशंसा केली. दरम्यान, मोदींनी नंतर सोशल मीडियावरून भावना व्यक्त करताना शिष्टमंडळांनी प्रभावी कामगिरी केल्याचे प्रशस्तीपत्र दिले. भारत शांततेसाठी वचनबद्ध आहे. दहशतवादाचा समस्या संपुष्टात आणण्याची गरज आहे. भारताची भूमिका अतिशय प्रभावीपणे शिष्टमंडळांनी विविध देशांमध्ये मांडली. त्याचा आम्हाला सर्वांना अभिमान आहे, असे त्यांनी नमूद केले. [78, 1253, 252, 1804]
table-row [769, 734, 1088, 748]
table-cell: ४२४ [822, 664, 883, 678]
public-notice-address: ऑफिस - 'कल्पवृक्ष', प्लॉट नं. ४, शाळेसमोर, धायरी गाव, पुणे - ४११०४१. मो. ९८२२४५९२६४ [1108, 640, 1430, 651]
table-cell: ४२२/२ [822, 622, 883, 636]
story2-badge-text: चार दिवसांत ३२०० पर्यटक पोहोचले काश्मीरला [459, 424, 588, 491]
survey-footer: सांगता सुरेश पठे, अॅडव्होकेट, मु.पो. पिरंगुट, ता. मुळशी, जि. पुणे - ४१२११५ [768, 753, 1026, 763]
court-line: नि. क्र. ३४ [1397, 190, 1432, 200]
coop-notice-body: पुणे येथील मे. न्यायाधीश कोंढवा न्यायालय क. ३ यांचे कोर्टात. पी.ए. नं. १४६/२०२० नि. क्र. १० दि. ०७/०६/२०२५ श्री. निकिता स्वरूप ... अर्जदार विरुद्ध श्री. प्रथमेश पिंपळकर, रा. सर्व्हे नं. ३३, कोंढवा, पुणे - ४११०४८ ... जाबदेणार. ज्याअर्थी वरील अर्जदार यांनी तुमच्या विरुद्ध वरील नमूद अर्ज दाखल केला असून, त्याअर्थी तुम्हाला या जाहीर नोटीसीद्वारे कळविण्यात येते की, सदरचा अर्ज दि. १४/०७/२०२५ रोजी सकाळी ११.०० वाजता या न्यायालयात सुनावणीस ठेवला आहे. तरी तुम्ही हजर न राहिल्यास तुमच्या गैरहजेरीत सदर अर्जाची सुनावणी घेतली जाईल याची नोंद घ्यावी. आज दिनांक १७/०६/२०२५ रोजी माझ्या सहीनिशी व न्यायालयाच्या शिक्क्यानिशी दिली. [83, 1923, 249, 2086]
govt-table-header: अ. क्र. [912, 2001, 934, 2026]
table-cell: ४२७ [884, 678, 960, 692]
table-cell: १०२१ [960, 552, 1022, 566]
